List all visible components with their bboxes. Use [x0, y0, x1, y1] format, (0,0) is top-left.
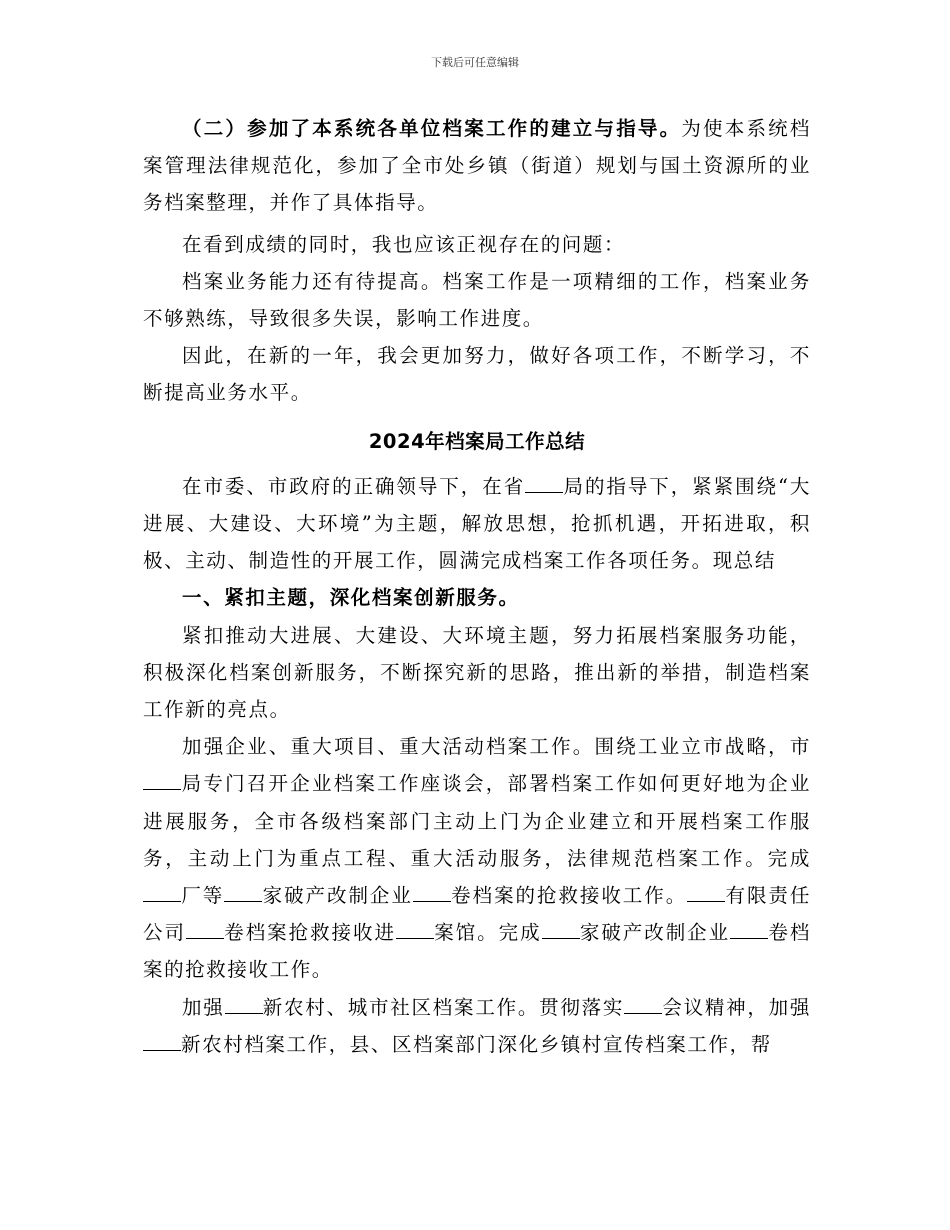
paragraph-3: 档案业务能力还有待提高。档案工作是一项精细的工作，档案业务不够熟练，导致很多失误，影响工作进度。	[143, 269, 811, 331]
fill-blank	[225, 999, 263, 1014]
paragraph-1-heading: （二）参加了本系统各单位档案工作的建立与指导。	[182, 117, 682, 140]
fill-blank	[396, 924, 434, 939]
text-run: 新农村档案工作，县、区档案部门深化乡镇村宣传档案工作，帮	[181, 1032, 772, 1056]
section-heading-1: 一、紧扣主题，深化档案创新服务。	[182, 586, 520, 610]
paragraph-8	[143, 989, 811, 1063]
paragraph-4: 因此，在新的一年，我会更加努力，做好各项工作，不断学习，不断提高业务水平。	[143, 344, 811, 405]
paragraph-5	[143, 468, 811, 580]
text-run: 厂等	[181, 884, 225, 908]
fill-blank	[143, 775, 181, 790]
paragraph-1	[143, 110, 811, 222]
text-run: 案馆。完成	[433, 921, 542, 945]
text-run: 局专门召开企业档案工作座谈会，部署档案工作如何更好地为企业进展服务，全市各级档案部门主动上门为企业建立和开展档案工作服务，主动上门为重点工程、重大活动服务，法律规范档案工作。完成	[143, 772, 811, 870]
text-run: 加强	[182, 995, 225, 1019]
fill-blank	[542, 924, 580, 939]
document-body	[143, 110, 811, 1063]
text-run: 家破产改制企业	[262, 884, 413, 908]
fill-blank	[624, 999, 662, 1014]
paragraph-2: 在看到成绩的同时，我也应该正视存在的问题：	[182, 232, 626, 256]
fill-blank	[525, 478, 563, 493]
fill-blank	[687, 887, 725, 902]
text-run: 会议精神，加强	[662, 995, 812, 1019]
text-run: 有限责任公司	[143, 884, 811, 945]
text-run: 家破产改制企业	[579, 921, 731, 945]
paragraph-7	[143, 728, 811, 988]
fill-blank	[413, 887, 451, 902]
text-run: 新农村、城市社区档案工作。贯彻落实	[262, 995, 625, 1019]
paragraph-6: 紧扣推动大进展、大建设、大环境主题，努力拓展档案服务功能，积极深化档案创新服务，不断探究新的思路，推出新的举措，制造档案工作新的亮点。	[143, 623, 811, 722]
paragraph-1-text: 为使本系统档案管理法律规范化，参加了全市处乡镇（街道）规划与国土资源所的业务档案整理，并作了具体指导。	[143, 117, 811, 215]
document-title: 2024年档案局工作总结	[368, 429, 586, 453]
text-run: 局的指导下，紧紧围绕“大进展、大建设、大环境”为主题，解放思想，抢抓机遇，开拓进取，积极、主动、制造性的开展工作，圆满完成档案工作各项任务。现总结	[143, 474, 811, 573]
text-run: 在市委、市政府的正确领导下，在省	[182, 474, 526, 498]
fill-blank	[143, 887, 181, 902]
fill-blank	[730, 924, 768, 939]
fill-blank	[143, 1036, 181, 1051]
fill-blank	[224, 887, 262, 902]
text-run: 卷档案的抢救接收工作。	[450, 884, 688, 908]
text-run: 加强企业、重大项目、重大活动档案工作。围绕工业立市战略，市	[182, 735, 811, 759]
text-run: 卷档案的抢救接收工作。	[143, 921, 812, 982]
fill-blank	[186, 924, 224, 939]
text-run: 卷档案抢救接收进	[223, 921, 396, 945]
page-header: 下载后可任意编辑	[431, 56, 519, 69]
